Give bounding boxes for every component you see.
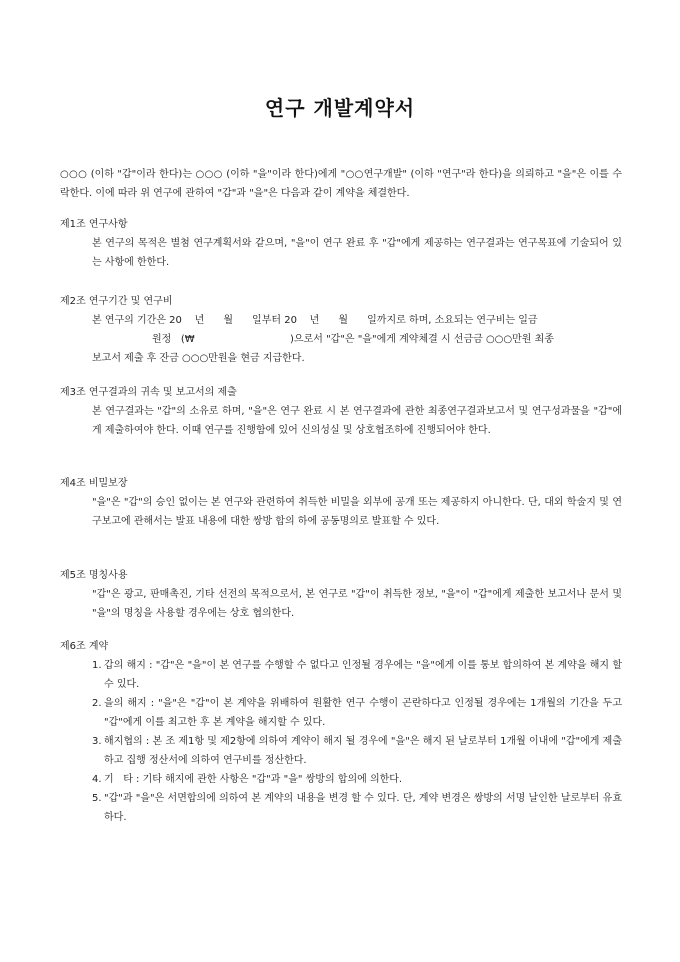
article-heading: 제3조 연구결과의 귀속 및 보고서의 제출 xyxy=(60,387,237,398)
list-item-text: 갑의 해지 : "갑"은 "을"이 본 연구를 수행할 수 없다고 인정될 경우에는 "을"에게 이를 통보 합의하여 본 계약을 해지 할 수 있다. xyxy=(104,660,622,690)
article-6 xyxy=(60,637,622,827)
article-2 xyxy=(60,292,622,368)
list-item-text: 해지협의 : 본 조 제1항 및 제2항에 의하여 계약이 해지 될 경우에 "을"은 해지 된 날로부터 1개월 이내에 "갑"에게 제출하고 집행 정산서에 의하여 연구비를 정산한다. xyxy=(104,736,622,766)
article-body: 본 연구의 목적은 별첨 연구계획서와 같으며, "을"이 연구 완료 후 "갑"에게 제공하는 연구결과는 연구목표에 기술되어 있는 사항에 한한다. xyxy=(92,238,622,268)
list-item-number: 1. xyxy=(92,660,102,671)
list-item xyxy=(60,694,622,732)
list-item-text: 을의 해지 : "을"은 "갑"이 본 계약을 위배하여 원활한 연구 수행이 곤란하다고 인정될 경우에는 1개월의 기간을 두고 "갑"에게 이를 최고한 후 본 계약을 해지할 수 있다. xyxy=(104,698,622,728)
article-body: 본 연구결과는 "갑"의 소유로 하며, "을"은 연구 완료 시 본 연구결과에 관한 최종연구결과보고서 및 연구성과물을 "갑"에게 제출하여야 한다. 이때 연구를 진행함에 있어 신의성실 및 상호협조하에 진행되어야 한다. xyxy=(92,406,622,436)
list-item-number: 5. xyxy=(92,793,102,804)
list-item-number: 3. xyxy=(92,736,102,747)
list-item xyxy=(60,732,622,770)
list-item-number: 2. xyxy=(92,698,102,709)
article-heading: 제4조 비밀보장 xyxy=(60,478,128,489)
list-item-number: 4. xyxy=(92,774,102,785)
article-line: 본 연구의 기간은 20 년 월 일부터 20 년 월 일까지로 하며, 소요되는 연구비는 일금 xyxy=(92,315,538,326)
article-line: 보고서 제출 후 잔금 ○○○만원을 현금 지급한다. xyxy=(92,353,305,364)
article-body: "을"은 "갑"의 승인 없이는 본 연구와 관련하여 취득한 비밀을 외부에 공개 또는 제공하지 아니한다. 단, 대외 학술지 및 연구보고에 관해서는 발표 내용에 대한 쌍방 합의 하에 공동명의로 발표할 수 있다. xyxy=(92,497,622,527)
article-heading: 제6조 계약 xyxy=(60,641,109,652)
list-item xyxy=(60,789,622,827)
list-item-text: 기 타 : 기타 해지에 관한 사항은 "갑"과 "을" 쌍방의 합의에 의한다. xyxy=(104,774,403,785)
article-heading: 제5조 명칭사용 xyxy=(60,570,128,581)
list-item xyxy=(60,770,622,789)
article-1 xyxy=(60,215,622,272)
list-item-text: "갑"과 "을"은 서면합의에 의하여 본 계약의 내용을 변경 할 수 있다. 단, 계약 변경은 쌍방의 서명 날인한 날로부터 유효하다. xyxy=(104,793,622,823)
document-title: 연구 개발계약서 xyxy=(264,96,416,120)
article-3 xyxy=(60,383,622,440)
article-5 xyxy=(60,566,622,623)
article-heading: 제2조 연구기간 및 연구비 xyxy=(60,296,173,307)
termination-list xyxy=(60,656,622,827)
article-body: "갑"은 광고, 판매촉진, 기타 선전의 목적으로서, 본 연구로 "갑"이 취득한 정보, "을"이 "갑"에게 제출한 보고서나 문서 및 "을"의 명칭을 사용할 경우에는 상호 협의한다. xyxy=(92,589,622,619)
article-4 xyxy=(60,474,622,531)
intro-paragraph: ○○○ (이하 "갑"이라 한다)는 ○○○ (이하 "을"이라 한다)에게 "○○연구개발" (이하 "연구"라 한다)을 의뢰하고 "을"은 이를 수락한다. 이에 따라 위 연구에 관하여 "갑"과 "을"은 다음과 같이 계약을 체결한다. xyxy=(60,169,622,199)
article-body xyxy=(92,311,622,368)
list-item xyxy=(60,656,622,694)
article-line: 원정 (₩ )으로서 "갑"은 "을"에게 계약체결 시 선금금 ○○○만원 최종 xyxy=(152,334,554,345)
article-heading: 제1조 연구사항 xyxy=(60,219,128,230)
